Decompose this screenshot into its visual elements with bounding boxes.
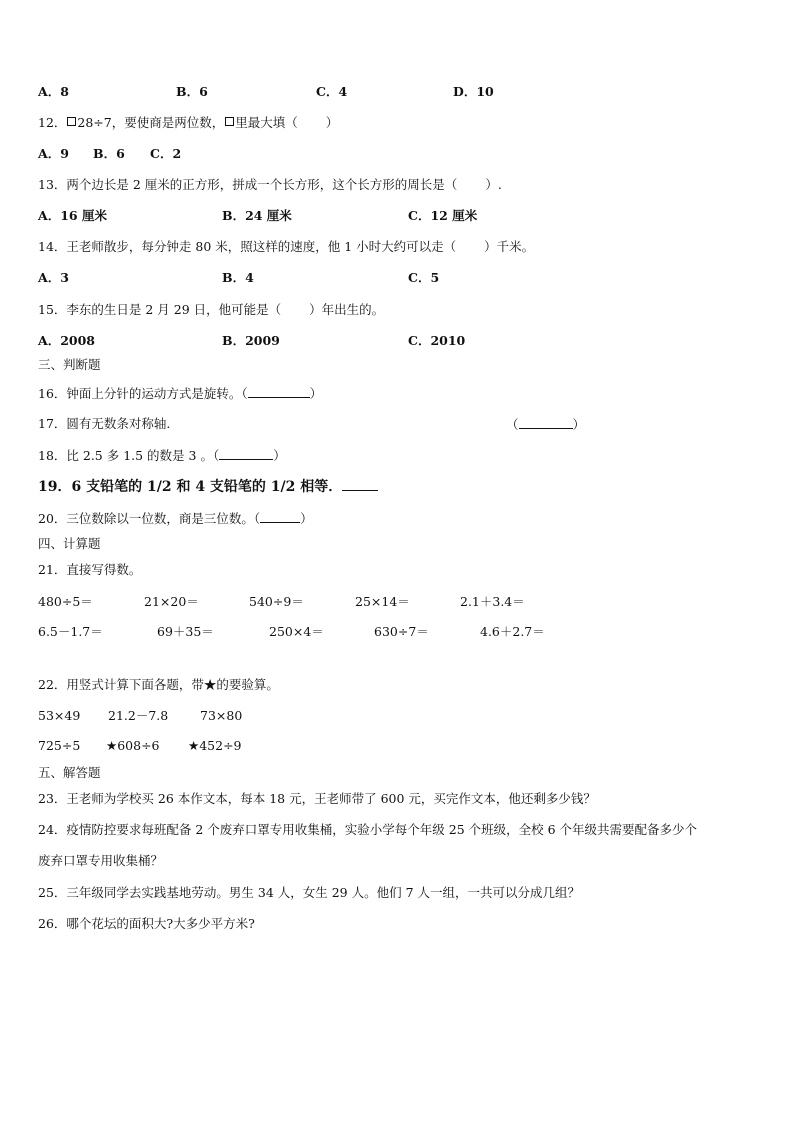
q11-option-a: A．8 — [38, 84, 69, 99]
question-25: 25．三年级同学去实践基地劳动。男生 34 人，女生 29 人。他们 7 人一组，一共可以分成几组？ — [38, 885, 581, 900]
question-24-line2: 废弃口罩专用收集桶？ — [38, 853, 164, 868]
section-heading-judgement: 三、判断题 — [38, 357, 101, 372]
calc-item: 480÷5＝ — [38, 594, 93, 609]
calc-item: 540÷9＝ — [249, 594, 304, 609]
q14-option-b: B．4 — [222, 270, 254, 285]
q14-option-a: A．3 — [38, 270, 69, 285]
question-20: 20．三位数除以一位数，商是三位数。（ ） — [38, 511, 313, 526]
q15-option-a: A．2008 — [38, 333, 95, 348]
question-14: 14．王老师散步，每分钟走 80 米，照这样的速度，他 1 小时大约可以走（ ）千米。 — [38, 239, 535, 254]
q11-option-d: D．10 — [453, 84, 494, 99]
calc-item: 630÷7＝ — [374, 624, 429, 639]
question-19: 19．6 支铅笔的 1/2 和 4 支铅笔的 1/2 相等． — [38, 478, 378, 495]
question-15: 15．李东的生日是 2 月 29 日，他可能是（ ）年出生的。 — [38, 302, 385, 317]
vertical-calc-item: ★608÷6 — [106, 738, 160, 753]
calc-item: 25×14＝ — [355, 594, 410, 609]
calc-item: 250×4＝ — [269, 624, 324, 639]
vertical-calc-item: 53×49 — [38, 708, 81, 723]
blank-square-icon — [225, 117, 234, 126]
section-heading-word-problems: 五、解答题 — [38, 765, 101, 780]
calc-item: 21×20＝ — [144, 594, 199, 609]
q15-option-b: B．2009 — [222, 333, 280, 348]
question-17-answer: （ ） — [506, 417, 586, 432]
answer-blank[interactable] — [519, 416, 573, 429]
q13-option-a: A．16 厘米 — [38, 208, 107, 223]
q11-option-b: B．6 — [176, 84, 208, 99]
blank-square-icon — [67, 117, 76, 126]
section-heading-calculation: 四、计算题 — [38, 536, 101, 551]
question-18: 18．比 2.5 多 1.5 的数是 3 。（ ） — [38, 448, 286, 463]
question-17: 17．圆有无数条对称轴. — [38, 416, 171, 431]
calc-item: 2.1＋3.4＝ — [460, 594, 525, 609]
question-26: 26．哪个花坛的面积大?大多少平方米? — [38, 916, 255, 931]
question-23: 23．王老师为学校买 26 本作文本，每本 18 元，王老师带了 600 元，买完作文本，他还剩多少钱？ — [38, 791, 596, 806]
q13-option-b: B．24 厘米 — [222, 208, 292, 223]
answer-blank[interactable] — [219, 447, 273, 460]
question-21: 21．直接写得数。 — [38, 562, 142, 577]
q14-option-c: C．5 — [408, 270, 440, 285]
answer-blank[interactable] — [342, 478, 378, 491]
q15-option-c: C．2010 — [408, 333, 466, 348]
calc-item: 4.6＋2.7＝ — [480, 624, 545, 639]
vertical-calc-item: ★452÷9 — [188, 738, 242, 753]
q13-option-c: C．12 厘米 — [408, 208, 478, 223]
question-22: 22．用竖式计算下面各题，带★的要验算。 — [38, 677, 279, 692]
vertical-calc-item: 73×80 — [200, 708, 243, 723]
vertical-calc-item: 725÷5 — [38, 738, 81, 753]
question-13: 13．两个边长是 2 厘米的正方形，拼成一个长方形，这个长方形的周长是（ ）. — [38, 177, 502, 192]
q12-option-b: B．6 — [93, 146, 125, 161]
q11-option-c: C．4 — [316, 84, 348, 99]
q12-option-c: C．2 — [150, 146, 182, 161]
question-16: 16．钟面上分针的运动方式是旋转。（ ） — [38, 386, 323, 401]
answer-blank[interactable] — [260, 510, 300, 523]
calc-item: 69＋35＝ — [157, 624, 214, 639]
q12-option-a: A．9 — [38, 146, 69, 161]
calc-item: 6.5－1.7＝ — [38, 624, 103, 639]
answer-blank[interactable] — [248, 385, 310, 398]
question-12: 12． 28÷7，要使商是两位数， 里最大填（ ） — [38, 115, 339, 130]
vertical-calc-item: 21.2－7.8 — [108, 708, 169, 723]
question-24-line1: 24．疫情防控要求每班配备 2 个废弃口罩专用收集桶，实验小学每个年级 25 个班级，全校 6 个年级共需要配备多少个 — [38, 822, 698, 837]
